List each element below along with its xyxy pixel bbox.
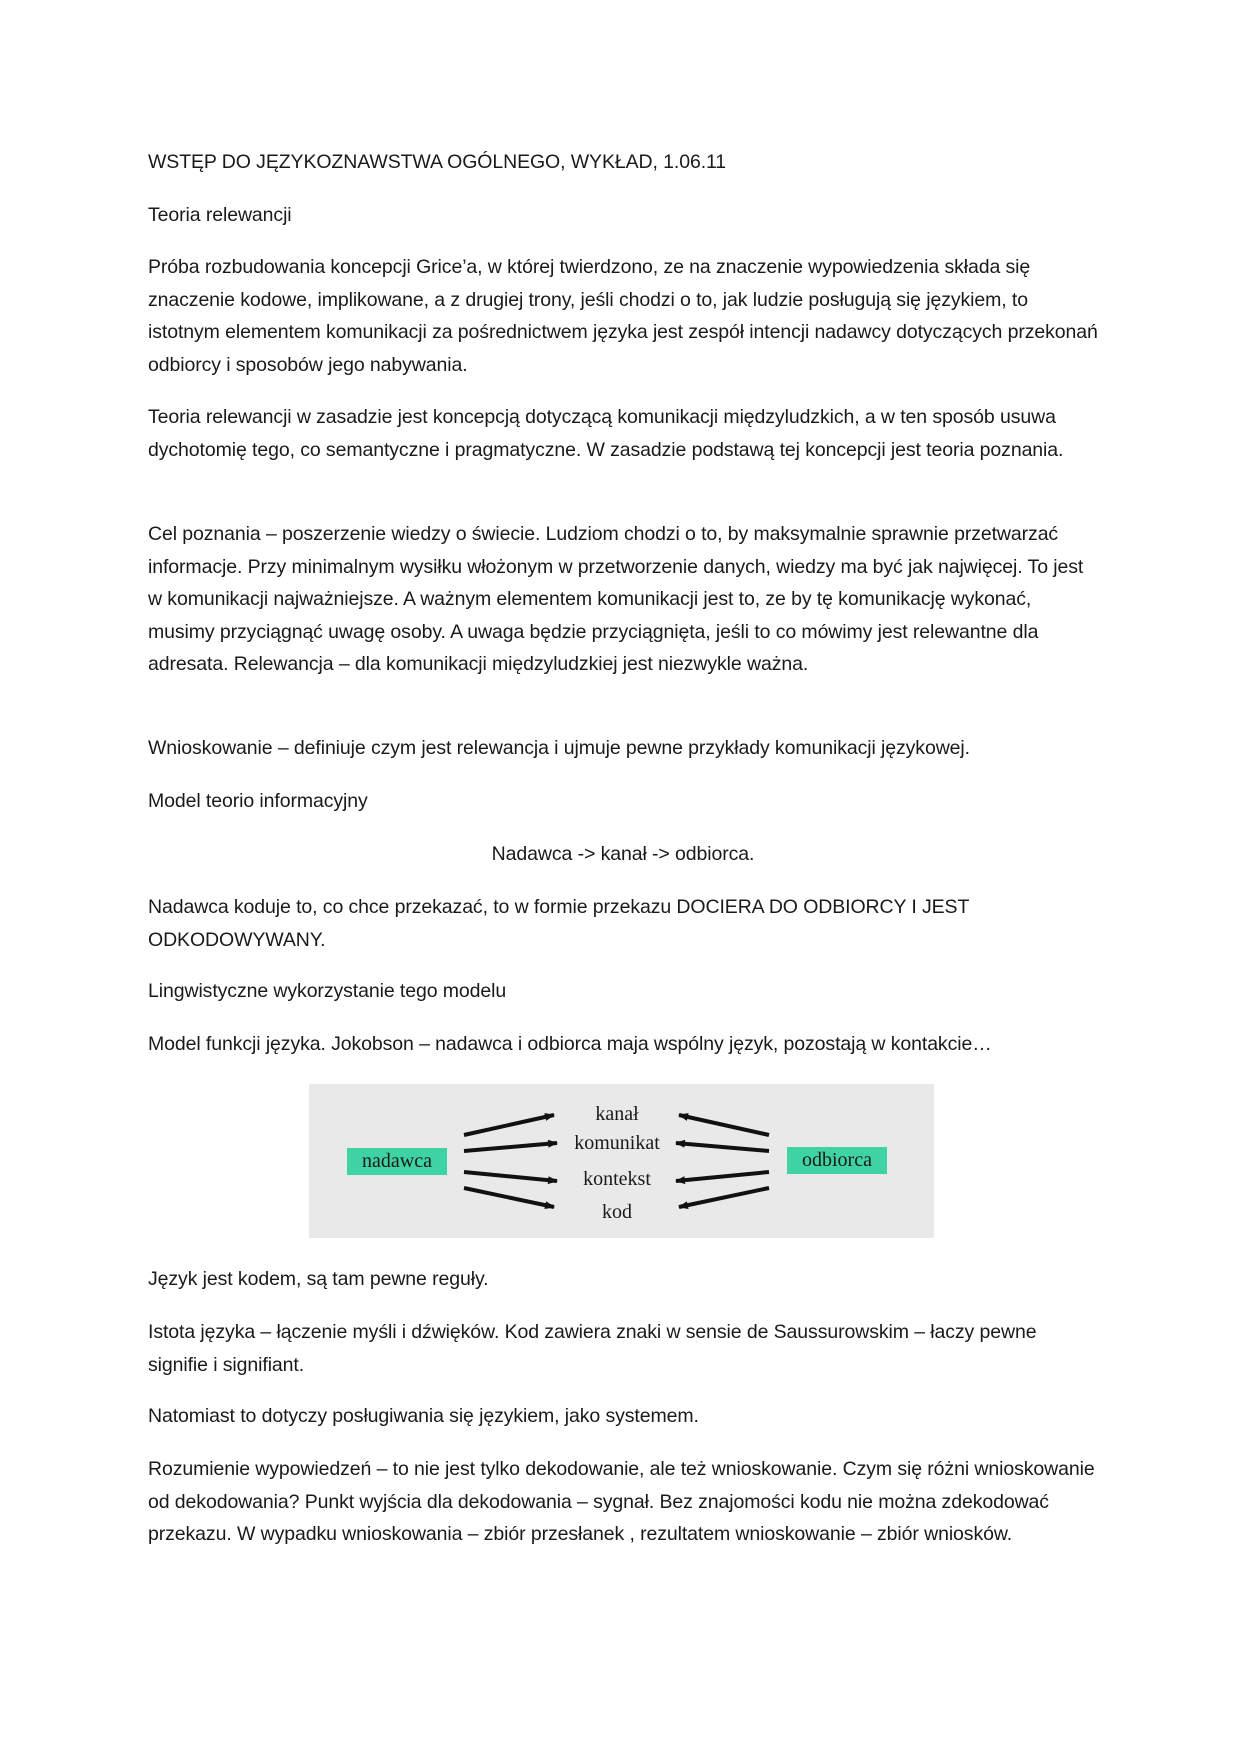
arrow-sender-komunikat	[464, 1143, 557, 1151]
arrow-sender-kontekst	[464, 1172, 557, 1181]
arrow-receiver-kod	[679, 1188, 769, 1207]
paragraph-info-model-formula: Nadawca -> kanał -> odbiorca.	[491, 843, 755, 865]
paragraph-info-model-heading: Model teorio informacyjny	[148, 790, 368, 812]
factor-kontekst: kontekst	[583, 1168, 651, 1190]
paragraph-inference: Wnioskowanie – definiuje czym jest relewancja i ujmuje pewne przykłady komunikacji językowej.	[148, 737, 970, 759]
arrow-sender-kod	[464, 1188, 554, 1207]
paragraph-code: Język jest kodem, są tam pewne reguły.	[148, 1268, 489, 1290]
document-title: WSTĘP DO JĘZYKOZNAWSTWA OGÓLNEGO, WYKŁAD, 1.06.11	[148, 151, 727, 173]
arrow-sender-kanal	[464, 1115, 554, 1135]
section-heading: Teoria relewancji	[148, 204, 292, 226]
paragraph-essence: Istota języka – łączenie myśli i dźwięków. Kod zawiera znaki w sensie de Saussurowskim – łaczy pewne signifie i signifiant.	[148, 1321, 1037, 1376]
paragraph-intro: Próba rozbudowania koncepcji Grice’a, w której twierdzono, ze na znaczenie wypowiedzenia składa się znaczenie kodowe, implikowane, a z drugiej trony, jeśli chodzi o to, jak ludzie posługują się językiem, to istotnym elementem komunikacji za pośrednictwem języka jest zespół intencji nadawcy dotyczących przekonań odbiorcy i sposobów jego nabywania.	[148, 256, 1098, 376]
receiver-box: odbiorca	[787, 1147, 887, 1174]
factor-kod: kod	[602, 1201, 632, 1223]
arrow-receiver-kanal	[679, 1115, 769, 1135]
paragraph-linguistic-use: Lingwistyczne wykorzystanie tego modelu	[148, 980, 507, 1002]
paragraph-understanding: Rozumienie wypowiedzeń – to nie jest tylko dekodowanie, ale też wnioskowanie. Czym się różni wnioskowanie od dekodowania? Punkt wyjścia dla dekodowania – sygnał. Bez znajomości kodu nie można zdekodować przekazu. W wypadku wnioskowania – zbiór przesłanek , rezultatem wnioskowanie – zbiór wniosków.	[148, 1458, 1095, 1545]
factor-kanal: kanał	[595, 1103, 639, 1125]
arrow-receiver-kontekst	[676, 1172, 769, 1181]
arrow-receiver-komunikat	[676, 1143, 769, 1151]
factor-komunikat: komunikat	[574, 1132, 660, 1154]
paragraph-encoding: Nadawca koduje to, co chce przekazać, to w formie przekazu DOCIERA DO ODBIORCY I JEST ODKODOWYWANY.	[148, 896, 969, 951]
paragraph-jakobson-model: Model funkcji języka. Jokobson – nadawca i odbiorca maja wspólny język, pozostają w kontakcie…	[148, 1033, 992, 1055]
paragraph-relevance-theory: Teoria relewancji w zasadzie jest koncepcją dotyczącą komunikacji międzyludzkich, a w ten sposób usuwa dychotomię tego, co semantyczne i pragmatyczne. W zasadzie podstawą tej koncepcji jest teoria poznania.	[148, 406, 1064, 461]
communication-model-diagram	[309, 1084, 934, 1238]
sender-box: nadawca	[347, 1148, 447, 1175]
paragraph-cognition-goal: Cel poznania – poszerzenie wiedzy o świecie. Ludziom chodzi o to, by maksymalnie sprawnie przetwarzać informacje. Przy minimalnym wysiłku włożonym w przetworzenie danych, wiedzy ma być jak najwięcej. To jest w komunikacji najważniejsze. A ważnym elementem komunikacji jest to, ze by tę komunikację wykonać, musimy przyciągnąć uwagę osoby. A uwaga będzie przyciągnięta, jeśli to co mówimy jest relewantne dla adresata. Relewancja – dla komunikacji międzyludzkiej jest niezwykle ważna.	[148, 523, 1084, 675]
paragraph-system: Natomiast to dotyczy posługiwania się językiem, jako systemem.	[148, 1405, 699, 1427]
